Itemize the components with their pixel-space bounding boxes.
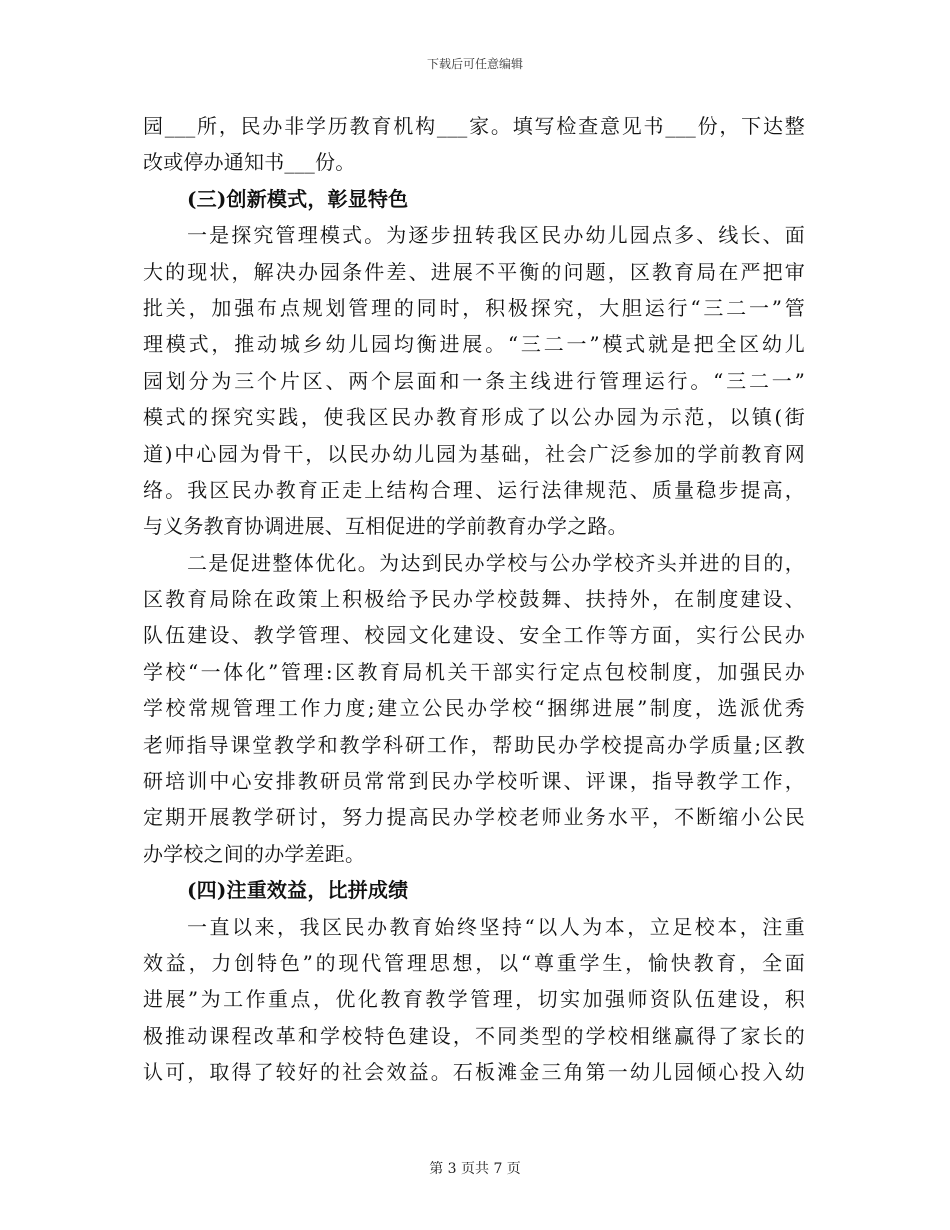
text-line: 园划分为三个片区、两个层面和一条主线进行管理运行。“三二一” [143,368,805,393]
text-line: 改或停办通知书___份。 [143,150,356,175]
text-line: 认可，取得了较好的社会效益。石板滩金三角第一幼儿园倾心投入幼 [143,1060,805,1085]
text-line: 学校“一体化”管理:区教育局机关干部实行定点包校制度，加强民办 [143,659,805,684]
page-footer: 第 3 页共 7 页 [429,1161,521,1177]
section-heading: (四)注重效益，比拼成绩 [187,878,409,903]
text-line: 老师指导课堂教学和教学科研工作，帮助民办学校提高办学质量;区教 [143,732,805,757]
text-line: 络。我区民办教育正走上结构合理、运行法律规范、质量稳步提高， [143,477,805,502]
text-line: 道)中心园为骨干，以民办幼儿园为基础，社会广泛参加的学前教育网 [143,441,805,466]
text-line: 一直以来，我区民办教育始终坚持“以人为本，立足校本，注重 [187,914,805,939]
text-line: 办学校之间的办学差距。 [143,841,366,866]
page-header: 下载后可任意编辑 [426,57,523,71]
text-line: 模式的探究实践，使我区民办教育形成了以公办园为示范，以镇(街 [143,405,805,430]
text-line: 一是探究管理模式。为逐步扭转我区民办幼儿园点多、线长、面 [187,223,805,248]
section-heading: (三)创新模式，彰显特色 [187,186,409,211]
text-line: 园___所，民办非学历教育机构___家。填写检查意见书___份，下达整 [143,114,805,138]
text-line: 与义务教育协调进展、互相促进的学前教育办学之路。 [143,514,628,539]
text-line: 队伍建设、教学管理、校园文化建设、安全工作等方面，实行公民办 [143,623,805,648]
text-line: 二是促进整体优化。为达到民办学校与公办学校齐头并进的目的， [187,550,805,575]
text-line: 极推动课程改革和学校特色建设，不同类型的学校相继赢得了家长的 [143,1023,805,1048]
text-line: 大的现状，解决办园条件差、进展不平衡的问题，区教育局在严把审 [143,259,805,284]
text-line: 进展”为工作重点，优化教育教学管理，切实加强师资队伍建设，积 [143,987,805,1012]
text-line: 理模式，推动城乡幼儿园均衡进展。“三二一”模式就是把全区幼儿 [143,332,805,357]
text-line: 研培训中心安排教研员常常到民办学校听课、评课，指导教学工作， [143,769,805,794]
text-line: 学校常规管理工作力度;建立公民办学校“捆绑进展”制度，选派优秀 [143,696,805,721]
text-line: 定期开展教学研讨，努力提高民办学校老师业务水平，不断缩小公民 [143,805,805,830]
text-line: 批关，加强布点规划管理的同时，积极探究，大胆运行“三二一”管 [143,295,805,320]
document-body [143,108,805,1091]
text-line: 区教育局除在政策上积极给予民办学校鼓舞、扶持外，在制度建设、 [143,587,805,612]
text-line: 效益，力创特色”的现代管理思想，以“尊重学生，愉快教育，全面 [143,950,805,975]
